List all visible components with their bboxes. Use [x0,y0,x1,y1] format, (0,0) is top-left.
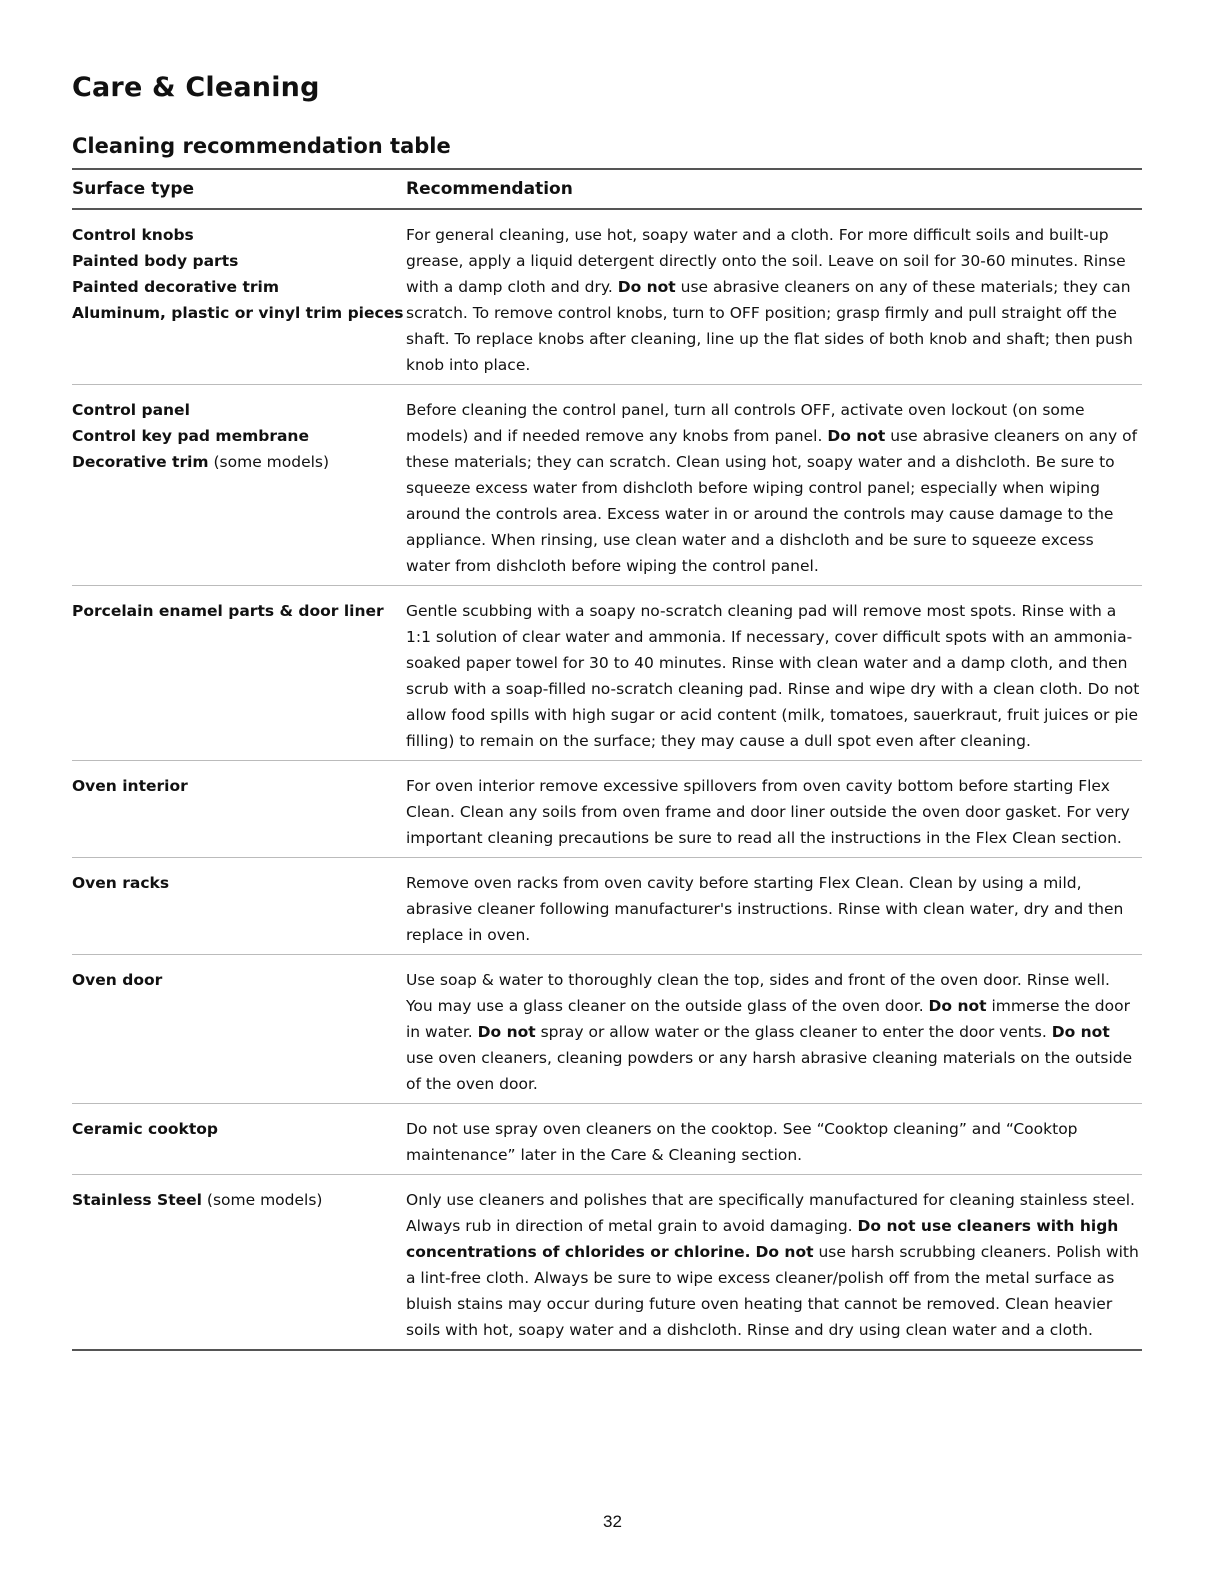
table-row [72,761,1142,858]
recommendation-text: Use soap & water to thoroughly clean the top, sides and front of the oven door. Rinse well. You may use a glass cleaner on the outside glass of the oven door. [406,971,1110,1015]
surface-label: Aluminum, plastic or vinyl trim pieces [72,304,404,322]
table-row [72,1175,1142,1351]
surface-label: Ceramic cooktop [72,1120,218,1138]
recommendation-cell [406,870,1142,948]
emphasis-text: Do not [755,1243,814,1261]
surface-label: Control knobs [72,226,194,244]
surface-label-text: Stainless Steel [72,1191,202,1209]
section-title: Cleaning recommendation table [72,134,451,158]
emphasis-text: Do not [928,997,987,1015]
emphasis-text: Do not [1051,1023,1110,1041]
surface-type-cell [72,967,406,1097]
page-number: 32 [603,1512,622,1531]
emphasis-text: Do not [827,427,886,445]
table-row [72,858,1142,955]
recommendation-cell [406,773,1142,851]
header-surface-type: Surface type [72,179,195,199]
recommendation-text: Remove oven racks from oven cavity before starting Flex Clean. Clean by using a mild, abrasive cleaner following manufacturer's instructions. Rinse with clean water, dry and then replace in oven. [406,874,1124,944]
surface-label [72,1187,406,1213]
surface-label: Porcelain enamel parts & door liner [72,602,384,620]
surface-label: Oven door [72,971,163,989]
surface-type-cell [72,773,406,851]
table-row [72,955,1142,1104]
page [72,70,1142,1351]
surface-label: Control key pad membrane [72,427,309,445]
surface-note: (some models) [208,453,330,471]
table-body [72,210,1142,1351]
surface-label: Control panel [72,401,190,419]
surface-type-cell [72,222,406,378]
recommendation-text: For oven interior remove excessive spillovers from oven cavity bottom before starting Flex Clean. Clean any soils from oven frame and door liner outside the oven door gasket. For very important cleaning precautions be sure to read all the instructions in the Flex Clean section. [406,777,1130,847]
recommendation-text: use oven cleaners, cleaning powders or any harsh abrasive cleaning materials on the outside of the oven door. [406,1049,1133,1093]
surface-label-text: Decorative trim [72,453,209,471]
recommendation-text: Only use cleaners and polishes that are specifically manufactured for cleaning stainless steel. Always rub in direction of metal grain to avoid damaging. [406,1191,1135,1235]
recommendation-cell [406,1187,1142,1343]
recommendation-text: immerse the door in water. [406,997,1130,1041]
table-row [72,1104,1142,1175]
header-recommendation: Recommendation [406,179,573,199]
recommendation-cell [406,222,1142,378]
recommendation-cell [406,967,1142,1097]
recommendation-text: spray or allow water or the glass cleaner to enter the door vents. [535,1023,1052,1041]
table-header [72,170,1142,210]
emphasis-text: Do not [617,278,676,296]
surface-type-cell [72,1116,406,1168]
surface-label: Painted decorative trim [72,278,279,296]
emphasis-text: Do not use cleaners with high concentrations of chlorides or chlorine. [406,1217,1119,1261]
table-row [72,385,1142,586]
recommendation-text: For general cleaning, use hot, soapy water and a cloth. For more difficult soils and built-up grease, apply a liquid detergent directly onto the soil. Leave on soil for 30-60 minutes. Rinse with a damp cloth and dry. [406,226,1126,296]
surface-type-cell [72,397,406,579]
recommendation-text: use abrasive cleaners on any of these materials; they can scratch. Clean using hot, soapy water and a dishcloth. Be sure to squeeze excess water from dishcloth before wiping control panel; especially when wiping around the controls area. Excess water in or around the controls may cause damage to the appliance. When rinsing, use clean water and a dishcloth and be sure to squeeze excess water from dishcloth before wiping the control panel. [406,427,1138,575]
surface-type-cell [72,1187,406,1343]
surface-label [72,449,406,475]
recommendation-text: Before cleaning the control panel, turn all controls OFF, activate oven lockout (on some models) and if needed remove any knobs from panel. [406,401,1085,445]
surface-type-cell [72,598,406,754]
page-title: Care & Cleaning [72,72,320,103]
recommendation-cell [406,397,1142,579]
table-row [72,586,1142,761]
recommendation-text: Do not use spray oven cleaners on the cooktop. See “Cooktop cleaning” and “Cooktop maintenance” later in the Care & Cleaning section. [406,1120,1078,1164]
surface-label: Oven interior [72,777,188,795]
recommendation-cell [406,1116,1142,1168]
recommendation-text: use harsh scrubbing cleaners. Polish with a lint-free cloth. Always be sure to wipe excess cleaner/polish off from the metal surface as bluish stains may occur during future oven heating that cannot be removed. Clean heavier soils with hot, soapy water and a dishcloth. Rinse and dry using clean water and a cloth. [406,1243,1139,1339]
recommendation-cell [406,598,1142,754]
table-row [72,210,1142,385]
recommendation-text: use abrasive cleaners on any of these materials; they can scratch. To remove control knobs, turn to OFF position; grasp firmly and pull straight off the shaft. To replace knobs after cleaning, line up the flat sides of both knob and shaft; then push knob into place. [406,278,1133,374]
surface-note: (some models) [201,1191,323,1209]
emphasis-text: Do not [477,1023,536,1041]
surface-type-cell [72,870,406,948]
recommendation-text: Gentle scubbing with a soapy no-scratch cleaning pad will remove most spots. Rinse with a 1:1 solution of clear water and ammonia. If necessary, cover difficult spots with an ammonia-soaked paper towel for 30 to 40 minutes. Rinse with clean water and a damp cloth, and then scrub with a soap-filled no-scratch cleaning pad. Rinse and wipe dry with a clean cloth. Do not allow food spills with high sugar or acid content (milk, tomatoes, sauerkraut, fruit juices or pie filling) to remain on the surface; they may cause a dull spot even after cleaning. [406,602,1140,750]
surface-label: Oven racks [72,874,170,892]
surface-label: Painted body parts [72,252,239,270]
